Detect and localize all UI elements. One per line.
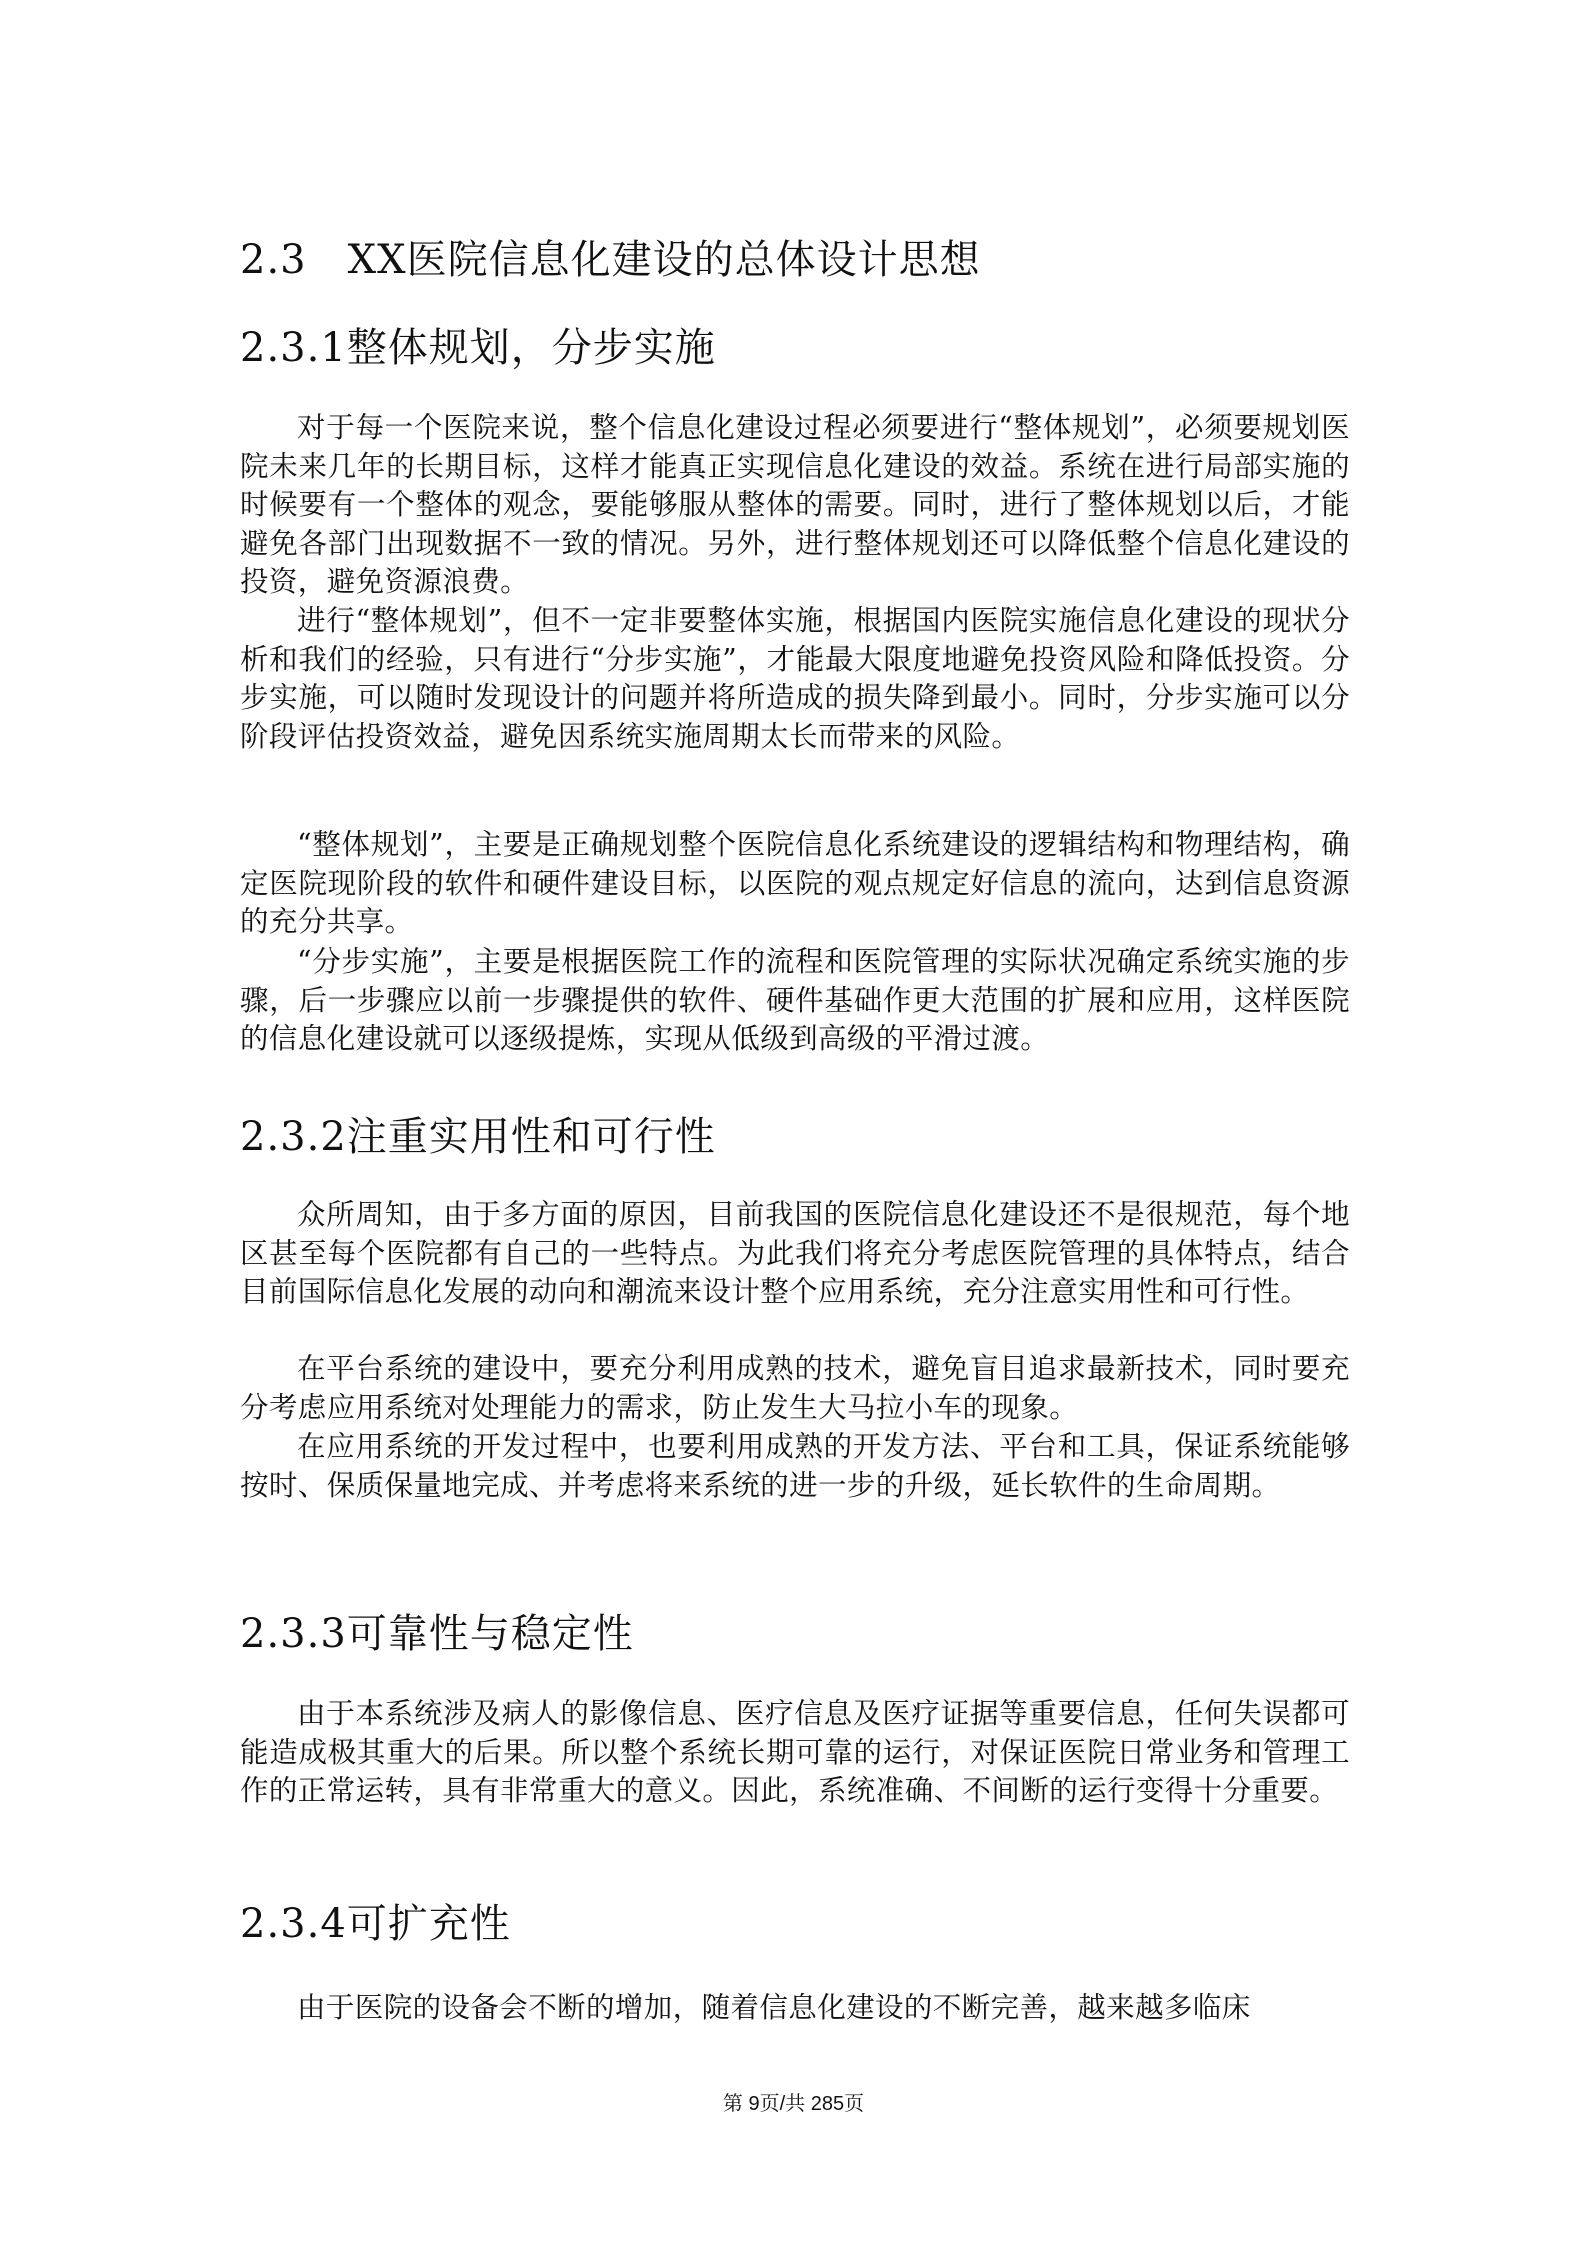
paragraph: 对于每一个医院来说，整个信息化建设过程必须要进行“整体规划”，必须要规划医院未来几年的长期目标，这样才能真正实现信息化建设的效益。系统在进行局部实施的时候要有一个整体的观念，要能够服从整体的需要。同时，进行了整体规划以后，才能避免各部门出现数据不一致的情况。另外，进行整体规划还可以降低整个信息化建设的投资，避免资源浪费。 — [240, 411, 1350, 598]
subsection-heading-2-3-3: 2.3.3可靠性与稳定性 — [240, 1611, 634, 1657]
section-heading: 2.3 XX医院信息化建设的总体设计思想 — [240, 237, 981, 283]
subsection-heading-2-3-1: 2.3.1整体规划，分步实施 — [240, 325, 716, 371]
subsection-heading-2-3-4: 2.3.4可扩充性 — [240, 1901, 511, 1947]
paragraph: 众所周知，由于多方面的原因，目前我国的医院信息化建设还不是很规范，每个地区甚至每个医院都有自己的一些特点。为此我们将充分考虑医院管理的具体特点，结合目前国际信息化发展的动向和潮流来设计整个应用系统，充分注意实用性和可行性。 — [240, 1198, 1350, 1308]
paragraph: 进行“整体规划”，但不一定非要整体实施，根据国内医院实施信息化建设的现状分析和我们的经验，只有进行“分步实施”，才能最大限度地避免投资风险和降低投资。分步实施，可以随时发现设计的问题并将所造成的损失降到最小。同时，分步实施可以分阶段评估投资效益，避免因系统实施周期太长而带来的风险。 — [240, 604, 1350, 753]
paragraph: “分步实施”，主要是根据医院工作的流程和医院管理的实际状况确定系统实施的步骤，后一步骤应以前一步骤提供的软件、硬件基础作更大范围的扩展和应用，这样医院的信息化建设就可以逐级提炼，实现从低级到高级的平滑过渡。 — [240, 945, 1350, 1055]
subsection-heading-2-3-2: 2.3.2注重实用性和可行性 — [240, 1114, 716, 1160]
paragraph: 在应用系统的开发过程中，也要利用成熟的开发方法、平台和工具，保证系统能够按时、保质保量地完成、并考虑将来系统的进一步的升级，延长软件的生命周期。 — [240, 1430, 1350, 1502]
paragraph: 由于本系统涉及病人的影像信息、医疗信息及医疗证据等重要信息，任何失误都可能造成极其重大的后果。所以整个系统长期可靠的运行，对保证医院日常业务和管理工作的正常运转，具有非常重大的意义。因此，系统准确、不间断的运行变得十分重要。 — [240, 1697, 1350, 1807]
paragraph: 在平台系统的建设中，要充分利用成熟的技术，避免盲目追求最新技术，同时要充分考虑应用系统对处理能力的需求，防止发生大马拉小车的现象。 — [240, 1352, 1350, 1424]
paragraph: “整体规划”，主要是正确规划整个医院信息化系统建设的逻辑结构和物理结构，确定医院现阶段的软件和硬件建设目标，以医院的观点规定好信息的流向，达到信息资源的充分共享。 — [240, 828, 1350, 938]
page-number-footer: 第 9页/共 285页 — [722, 2093, 865, 2115]
paragraph: 由于医院的设备会不断的增加，随着信息化建设的不断完善，越来越多临床 — [297, 1991, 1251, 2024]
